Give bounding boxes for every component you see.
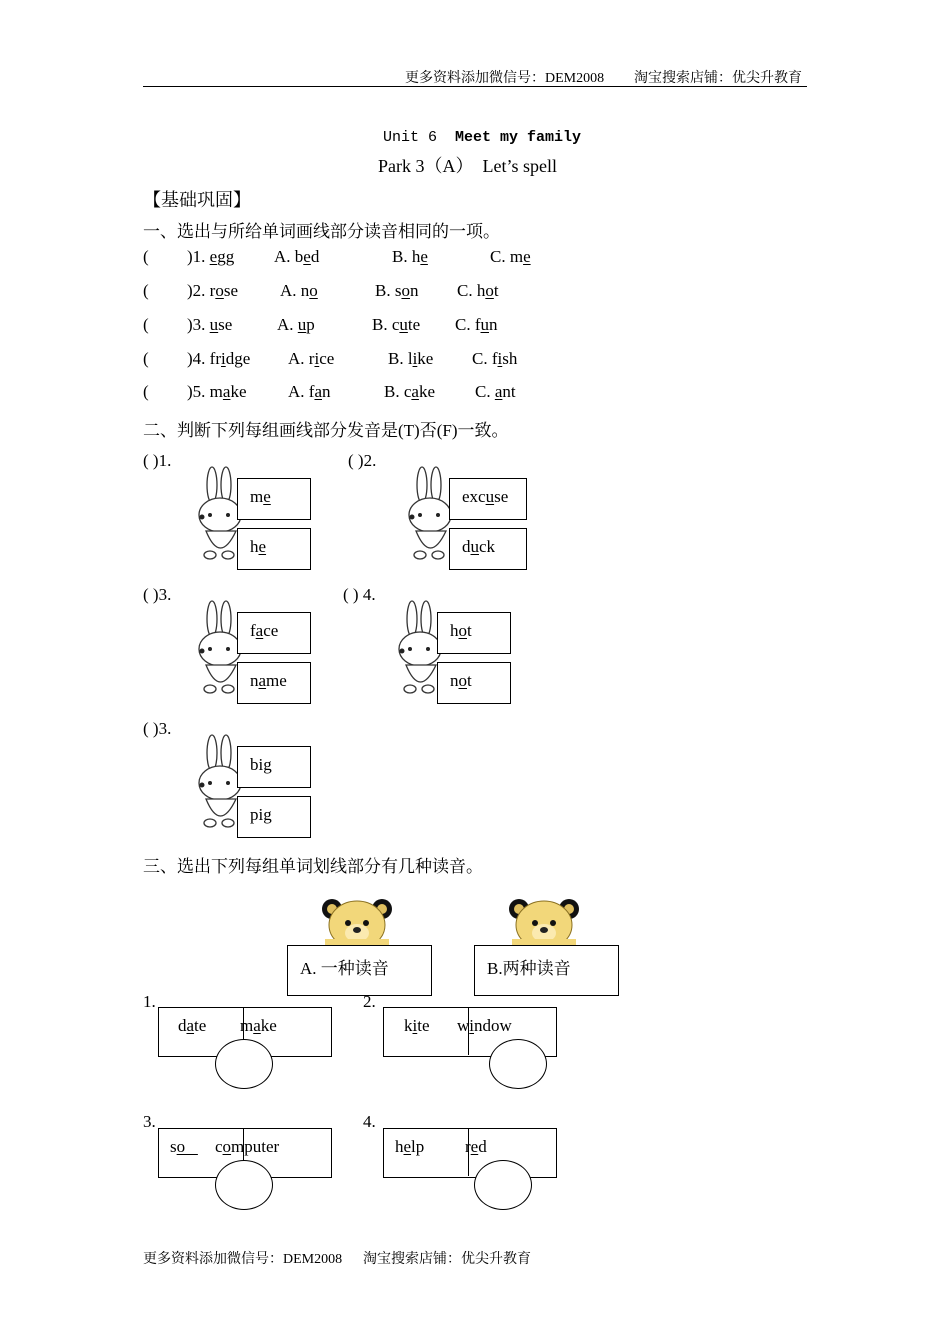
word-box-bottom [237,662,311,704]
word-1: kite [404,1016,430,1035]
question-word: use [209,315,233,334]
item-label[interactable]: ( )3. [143,585,172,604]
answer-oval[interactable] [474,1160,532,1210]
footer-contact: 更多资料添加微信号：DEM2008 [143,1252,343,1267]
answer-oval[interactable] [489,1039,547,1089]
option-a-box [287,945,432,996]
part-label: Park 3（A） [378,156,474,176]
word-2: red [465,1137,487,1156]
answer-blank[interactable]: ( [143,349,149,368]
bear-icon [320,895,394,947]
word-box-bottom-text: he [250,537,267,556]
word-box-top [237,478,311,520]
option-a: A. no [280,281,318,300]
option-c: C. fun [455,315,498,334]
word-2: make [240,1016,277,1035]
unit-number: Unit 6 [383,129,438,146]
question-word: fridge [209,349,251,368]
word-box-top [237,612,311,654]
option-a: A. fan [288,382,331,401]
section1-heading: 一、选出与所给单词画线部分读音相同的一项。 [143,222,500,241]
word-box-top-text: me [250,487,271,506]
word-box-top-text: big [250,755,272,774]
word-box-top-text: hot [450,621,472,640]
question-line: )5. make [187,382,247,401]
answer-oval[interactable] [215,1160,273,1210]
header-contact: 更多资料添加微信号：DEM2008 [405,71,605,86]
option-a: A. rice [288,349,335,368]
option-b: B. son [375,281,419,300]
question-line: )4. fridge [187,349,251,368]
header-rule [143,86,807,87]
option-b: B. he [392,247,428,266]
option-b: B. cake [384,382,435,401]
question-word: make [209,382,247,401]
group-number: 1. [143,992,156,1011]
word-box-bottom [237,796,311,838]
word-box-bottom [237,528,311,570]
word-box-top [237,746,311,788]
word-box-top-text: face [250,621,279,640]
option-a: A. up [277,315,315,334]
answer-blank[interactable]: ( [143,247,149,266]
rabbit-icon [406,465,454,565]
word-box-top-text: excuse [462,487,509,506]
bear-icon [507,895,581,947]
question-word: egg [209,247,235,266]
unit-title [383,129,581,146]
question-line: )1. egg [187,247,235,266]
answer-blank[interactable]: ( [143,281,149,300]
word-box-bottom [449,528,527,570]
word-1: date [178,1016,207,1035]
word-box-bottom-text: pig [250,805,272,824]
item-label[interactable]: ( )2. [348,451,377,470]
lesson-label: Let’s spell [482,156,557,176]
group-number: 2. [363,992,376,1011]
option-b-label: B.两种读音 [487,959,571,978]
word-1: help [395,1137,425,1156]
word-box-bottom [437,662,511,704]
option-b: B. cute [372,315,421,334]
item-label[interactable]: ( ) 4. [343,585,376,604]
answer-oval[interactable] [215,1039,273,1089]
option-c: C. me [490,247,531,266]
question-line: )2. rose [187,281,239,300]
section3-heading: 三、选出下列每组单词划线部分有几种读音。 [143,857,483,876]
word-box-bottom-text: duck [462,537,496,556]
item-label[interactable]: ( )1. [143,451,172,470]
word-box-bottom-text: not [450,671,472,690]
option-a-label: A. 一种读音 [300,959,389,978]
item-label[interactable]: ( )3. [143,719,172,738]
option-c: C. fish [472,349,518,368]
section2-heading: 二、判断下列每组画线部分发音是(T)否(F)一致。 [143,421,509,440]
word-box-bottom-text: name [250,671,287,690]
group-number: 4. [363,1112,376,1131]
option-b-box [474,945,619,996]
question-word: rose [209,281,239,300]
part-title [378,152,557,178]
option-b: B. like [388,349,434,368]
answer-blank[interactable]: ( [143,382,149,401]
word-2: computer [215,1137,280,1156]
option-c: C. ant [475,382,516,401]
unit-name: Meet my family [455,129,582,146]
word-box-top [437,612,511,654]
header-shop: 淘宝搜索店铺：优尖升教育 [634,71,802,86]
question-line: )3. use [187,315,233,334]
option-a: A. bed [274,247,320,266]
section-basic: 【基础巩固】 [143,190,251,210]
word-2: window [457,1016,512,1035]
footer-shop: 淘宝搜索店铺：优尖升教育 [363,1252,531,1267]
answer-blank[interactable]: ( [143,315,149,334]
group-number: 3. [143,1112,156,1131]
word-box-top [449,478,527,520]
option-c: C. hot [457,281,499,300]
word-1: so [170,1137,198,1156]
